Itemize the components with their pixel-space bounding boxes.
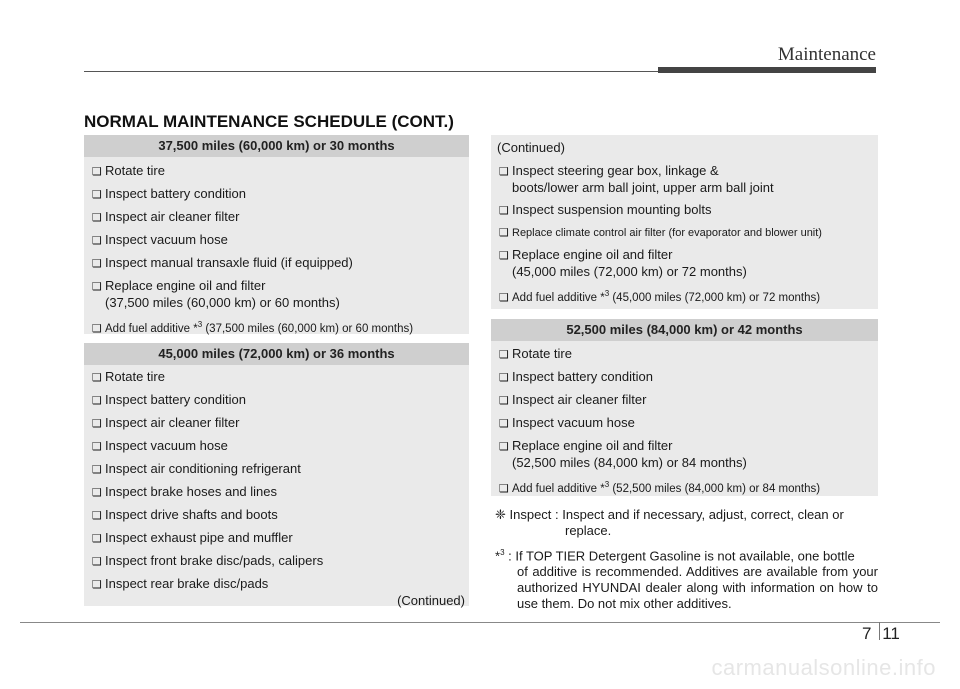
checkbox-icon: ❑ — [92, 322, 102, 335]
list-item-fuel: ❑ Add fuel additive *$^3$ (52,500 miles (84,000 km) or 84 months) — [499, 480, 821, 495]
list-item-steering: ❑ Inspect steering gear box, linkage & boots/lower arm ball joint, upper arm ball joint — [499, 163, 774, 195]
checkbox-icon: ❑ — [499, 418, 509, 430]
checkbox-icon: ❑ — [92, 258, 102, 270]
checkbox-icon: ❑ — [499, 441, 509, 453]
checkbox-icon: ❑ — [499, 166, 509, 178]
checkbox-icon: ❑ — [92, 281, 102, 293]
fuel-additive-note: *$^3$ : If TOP TIER Detergent Gasoline is not available, one bottle of additive is recommended. Additives are available from your authorized HYUNDAI dealer along with information on how to use them. Do not mix other additives. — [495, 548, 878, 612]
checkbox-icon: ❑ — [92, 441, 102, 453]
schedule-panel-45000 — [84, 343, 469, 606]
checkbox-icon: ❑ — [92, 464, 102, 476]
checkbox-icon: ❑ — [92, 372, 102, 384]
header-rule-thick — [658, 67, 876, 73]
list-item: ❑ Inspect vacuum hose — [92, 438, 228, 453]
list-item: ❑ Inspect rear brake disc/pads — [92, 576, 269, 591]
list-item: ❑ Rotate tire — [92, 163, 165, 178]
list-item: ❑ Inspect exhaust pipe and muffler — [92, 530, 293, 545]
list-item: ❑ Inspect front brake disc/pads, calipers — [92, 553, 324, 568]
page-heading: NORMAL MAINTENANCE SCHEDULE (CONT.) — [84, 112, 454, 131]
checkbox-icon: ❑ — [92, 533, 102, 545]
checkbox-icon: ❑ — [92, 579, 102, 591]
footnotes — [495, 507, 878, 618]
list-item: ❑ Inspect drive shafts and boots — [92, 507, 278, 522]
list-item-oil: ❑ Replace engine oil and filter (37,500 miles (60,000 km) or 60 months) — [92, 278, 340, 310]
panel-title: 37,500 miles (60,000 km) or 30 months — [84, 135, 469, 157]
schedule-panel-continued — [491, 135, 878, 309]
header-rule-thin — [84, 71, 658, 72]
schedule-panel-52500 — [491, 319, 878, 496]
checkbox-icon: ❑ — [92, 556, 102, 568]
list-item-fuel: ❑ Add fuel additive *$^3$ (45,000 miles (72,000 km) or 72 months) — [499, 289, 821, 304]
list-item: ❑ Inspect vacuum hose — [499, 415, 635, 430]
section-title: Maintenance — [777, 44, 876, 65]
list-item: ❑ Inspect battery condition — [92, 186, 246, 201]
checkbox-icon: ❑ — [92, 235, 102, 247]
checkbox-icon: ❑ — [92, 189, 102, 201]
chapter-number: 7 — [862, 624, 872, 643]
checkbox-icon: ❑ — [499, 482, 509, 495]
checkbox-icon: ❑ — [499, 395, 509, 407]
list-item: ❑ Inspect air conditioning refrigerant — [92, 461, 301, 476]
inspect-note: ❈ Inspect : Inspect and if necessary, adjust, correct, clean or replace. — [495, 507, 844, 538]
checkbox-icon: ❑ — [499, 250, 509, 262]
checkbox-icon: ❑ — [92, 487, 102, 499]
list-item: ❑ Inspect battery condition — [499, 369, 653, 384]
list-item: ❑ Inspect manual transaxle fluid (if equipped) — [92, 255, 353, 270]
list-item: ❑ Rotate tire — [92, 369, 165, 384]
checkbox-icon: ❑ — [499, 349, 509, 361]
continued-label: (Continued) — [497, 140, 565, 155]
page-number — [860, 624, 902, 644]
checkbox-icon: ❑ — [499, 227, 509, 239]
checkbox-icon: ❑ — [499, 205, 509, 217]
page-in-chapter: 11 — [882, 624, 900, 643]
panel-title: 52,500 miles (84,000 km) or 42 months — [491, 319, 878, 341]
schedule-panel-37500 — [84, 135, 469, 334]
list-item: ❑ Rotate tire — [499, 346, 572, 361]
list-item: ❑ Inspect air cleaner filter — [499, 392, 647, 407]
checkbox-icon: ❑ — [499, 372, 509, 384]
checkbox-icon: ❑ — [92, 212, 102, 224]
checkbox-icon: ❑ — [92, 166, 102, 178]
panel-title: 45,000 miles (72,000 km) or 36 months — [84, 343, 469, 365]
list-item: ❑ Inspect vacuum hose — [92, 232, 228, 247]
list-item-oil: ❑ Replace engine oil and filter (52,500 miles (84,000 km) or 84 months) — [499, 438, 747, 470]
list-item: ❑ Inspect battery condition — [92, 392, 246, 407]
list-item-fuel: ❑ Add fuel additive *$^3$ (37,500 miles (60,000 km) or 60 months) — [92, 320, 414, 335]
checkbox-icon: ❑ — [92, 418, 102, 430]
checkbox-icon: ❑ — [92, 510, 102, 522]
list-item: ❑ Inspect brake hoses and lines — [92, 484, 277, 499]
list-item: ❑ Inspect suspension mounting bolts — [499, 202, 712, 217]
list-item-climate: ❑ Replace climate control air filter (for evaporator and blower unit) — [499, 227, 822, 239]
checkbox-icon: ❑ — [92, 395, 102, 407]
list-item-oil: ❑ Replace engine oil and filter (45,000 miles (72,000 km) or 72 months) — [499, 247, 747, 279]
list-item: ❑ Inspect air cleaner filter — [92, 209, 240, 224]
watermark-text: carmanualsonline.info — [711, 655, 936, 680]
continued-label: (Continued) — [397, 593, 465, 608]
checkbox-icon: ❑ — [499, 291, 509, 304]
list-item: ❑ Inspect air cleaner filter — [92, 415, 240, 430]
footer-rule — [20, 622, 940, 623]
